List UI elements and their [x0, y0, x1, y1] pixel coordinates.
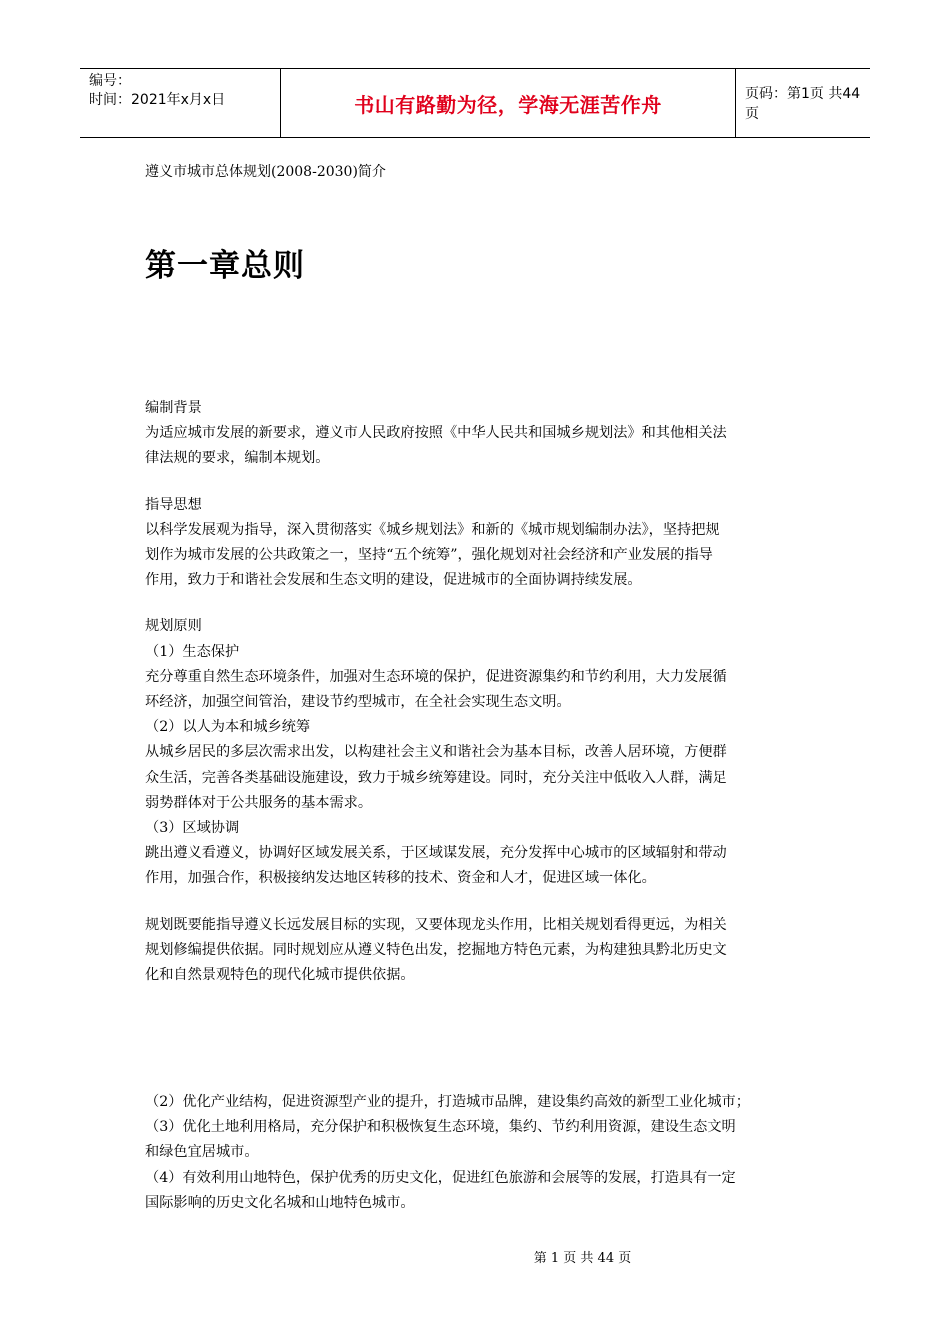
paragraph-line: 充分尊重自然生态环境条件，加强对生态环境的保护，促进资源集约和节约利用，大力发展循: [145, 668, 727, 685]
paragraph-line: 作用，加强合作，积极接纳发达地区转移的技术、资金和人才，促进区域一体化。: [145, 870, 656, 887]
principle-heading-2: （2）以人为本和城乡统筹: [145, 719, 311, 736]
header-meta-cell: [80, 69, 281, 137]
main-body: [145, 396, 815, 988]
number-label: 编号：: [89, 73, 131, 89]
principle-heading-3: （3）区域协调: [145, 820, 240, 837]
page-footer: 第 1 页 共 44 页: [533, 1251, 632, 1266]
paragraph-line: 规划修编提供依据。同时规划应从遵义特色出发，挖掘地方特色元素，为构建独具黔北历史文: [145, 941, 727, 958]
paragraph-line: 和绿色宜居城市。: [145, 1144, 259, 1161]
page-header: [80, 68, 870, 138]
time-label: 时间：2021年x月x日: [89, 92, 226, 108]
paragraph-line: 划作为城市发展的公共政策之一，坚持“五个统筹”，强化规划对社会经济和产业发展的指导: [145, 547, 713, 564]
goals-body: [145, 1090, 815, 1216]
goal-item-3: （3）优化土地利用格局，充分保护和积极恢复生态环境，集约、节约利用资源，建设生态文明: [145, 1119, 736, 1136]
section-heading-principles: 规划原则: [145, 618, 202, 635]
paragraph-line: 作用，致力于和谐社会发展和生态文明的建设，促进城市的全面协调持续发展。: [145, 572, 642, 589]
principle-heading-1: （1）生态保护: [145, 643, 240, 660]
goal-item-4: （4）有效利用山地特色，保护优秀的历史文化，促进红色旅游和会展等的发展，打造具有一定: [145, 1169, 736, 1186]
document-subtitle: 遵义市城市总体规划(2008-2030)简介: [145, 164, 386, 180]
paragraph-line: 以科学发展观为指导，深入贯彻落实《城乡规划法》和新的《城市规划编制办法》，坚持把规: [145, 521, 720, 538]
paragraph-line: 化和自然景观特色的现代化城市提供依据。: [145, 967, 415, 984]
paragraph-line: 为适应城市发展的新要求，遵义市人民政府按照《中华人民共和国城乡规划法》和其他相关法: [145, 425, 727, 442]
section-heading-background: 编制背景: [145, 400, 202, 416]
chapter-title: 第一章总则: [145, 248, 305, 284]
paragraph-line: 跳出遵义看遵义，协调好区域发展关系，于区域谋发展，充分发挥中心城市的区域辐射和带动: [145, 845, 727, 862]
header-page-info: 页码：第1页 共44页: [745, 86, 861, 122]
goal-item-2: （2）优化产业结构，促进资源型产业的提升，打造城市品牌，建设集约高效的新型工业化城市；: [145, 1094, 750, 1110]
paragraph-line: 规划既要能指导遵义长远发展目标的实现，又要体现龙头作用，比相关规划看得更远，为相关: [145, 916, 727, 933]
paragraph-line: 众生活，完善各类基础设施建设，致力于城乡统筹建设。同时，充分关注中低收入人群，满足: [145, 769, 727, 786]
paragraph-line: 国际影响的历史文化名城和山地特色城市。: [145, 1194, 415, 1211]
paragraph-line: 弱势群体对于公共服务的基本需求。: [145, 794, 373, 811]
header-motto: 书山有路勤为径，学海无涯苦作舟: [281, 69, 736, 137]
section-heading-guiding: 指导思想: [145, 496, 202, 513]
paragraph-line: 从城乡居民的多层次需求出发，以构建社会主义和谐社会为基本目标，改善人居环境，方便群: [145, 744, 727, 761]
paragraph-line: 环经济，加强空间管治，建设节约型城市，在全社会实现生态文明。: [145, 694, 571, 711]
paragraph-line: 律法规的要求，编制本规划。: [145, 450, 330, 467]
